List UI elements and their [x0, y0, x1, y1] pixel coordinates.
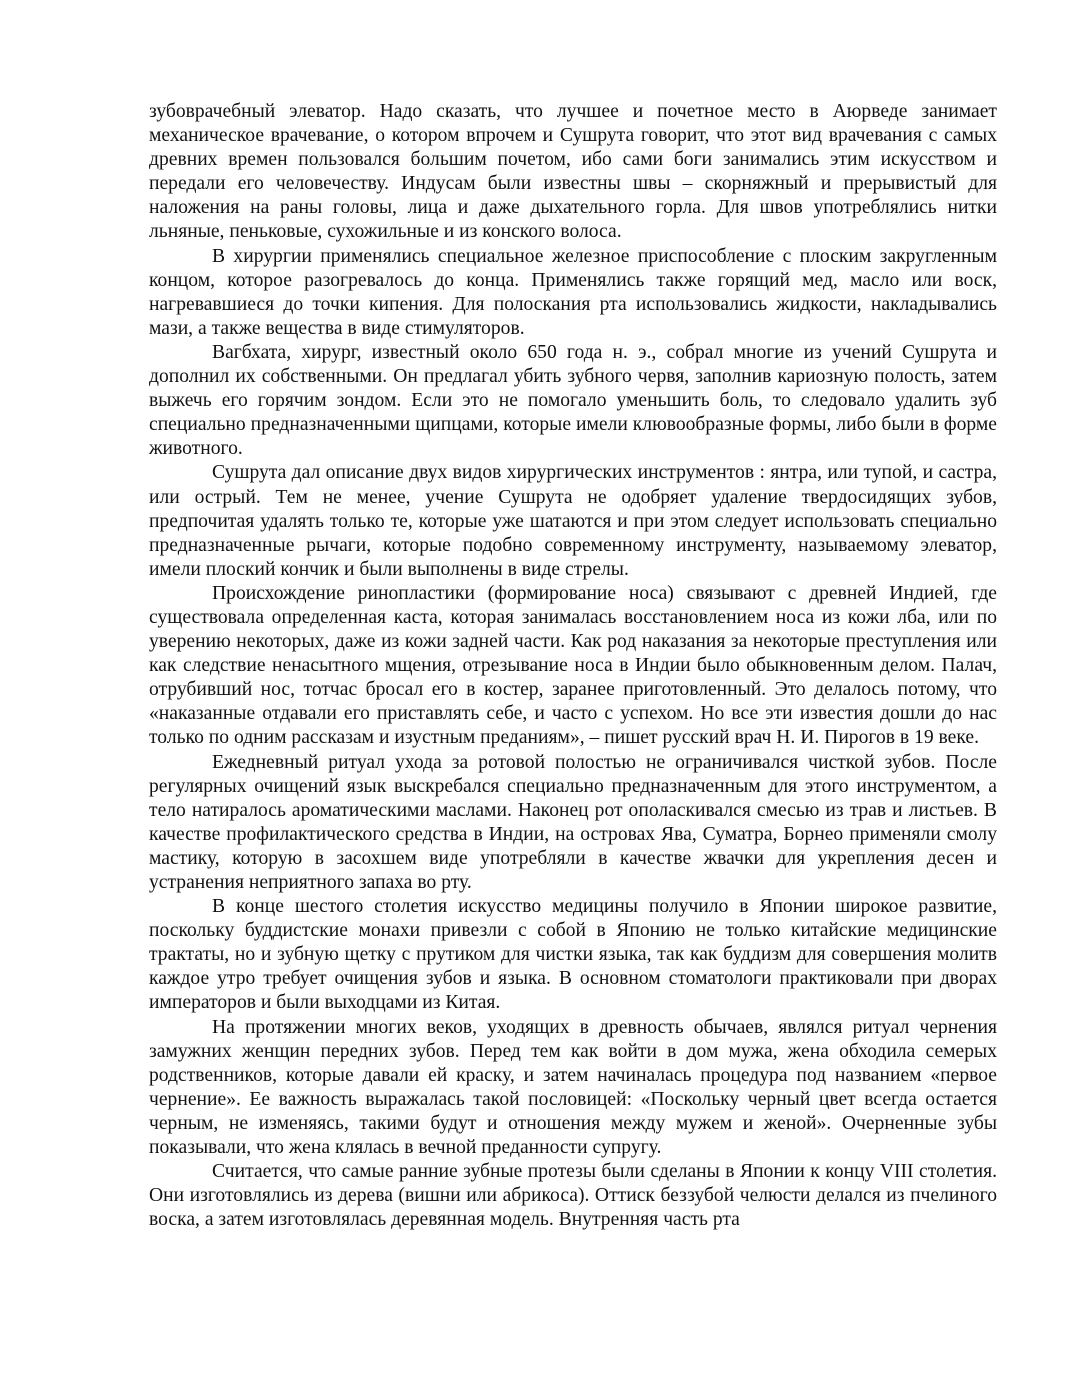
paragraph-8: На протяжении многих веков, уходящих в древность обычаев, являлся ритуал чернения замужних женщин передних зубов. Перед тем как войти в дом мужа, жена обходила семерых родственников, которые давали ей краску, и затем начиналась процедура под названием «первое чернение». Ее важность выражалась такой пословицей: «Поскольку черный цвет всегда остается черным, не изменяясь, такими будут и отношения между мужем и женой». Очерненные зубы показывали, что жена клялась в вечной преданности супругу.	[149, 1016, 997, 1159]
paragraph-2: В хирургии применялись специальное железное приспособление с плоским закругленным концом, которое разогревалось до конца. Применялись также горящий мед, масло или воск, нагревавшиеся до точки кипения. Для полоскания рта использовались жидкости, накладывались мази, а также вещества в виде стимуляторов.	[149, 245, 997, 339]
paragraph-4: Сушрута дал описание двух видов хирургических инструментов : янтра, или тупой, и састра, или острый. Тем не менее, учение Сушрута не одобряет удаление твердосидящих зубов, предпочитая удалять только те, которые уже шатаются и при этом следует использовать специально предназначенные рычаги, которые подобно современному инструменту, называемому элеватор, имели плоский кончик и были выполнены в виде стрелы.	[149, 462, 997, 580]
paragraph-1: зубоврачебный элеватор. Надо сказать, что лучшее и почетное место в Аюрведе занимает механическое врачевание, о котором впрочем и Сушрута говорит, что этот вид врачевания с самых древних времен пользовался большим почетом, ибо сами боги занимались этим искусством и передали его человечеству. Индусам были известны швы – скорняжный и прерывистый для наложения на раны головы, лица и даже дыхательного горла. Для швов употреблялись нитки льняные, пеньковые, сухожильные и из конского волоса.	[149, 101, 997, 243]
paragraph-7: В конце шестого столетия искусство медицины получило в Японии широкое развитие, поскольку буддистские монахи привезли с собой в Японию не только китайские медицинские трактаты, но и зубную щетку с прутиком для чистки языка, так как буддизм для совершения молитв каждое утро требует очищения зубов и языка. В основном стоматологи практиковали при дворах императоров и были выходцами из Китая.	[149, 896, 997, 1014]
paragraph-5: Происхождение ринопластики (формирование носа) связывают с древней Индией, где существовала определенная каста, которая занималась восстановлением носа из кожи лба, или по уверению некоторых, даже из кожи задней части. Как род наказания за некоторые преступления или как следствие ненасытного мщения, отрезывание носа в Индии было обыкновенным делом. Палач, отрубивший нос, тотчас бросал его в костер, заранее приготовленный. Это делалось потому, что «наказанные отдавали его приставлять себе, и часто с успехом. Но все эти известия дошли до нас только по одним рассказам и изустным преданиям», – пишет русский врач Н. И. Пирогов в 19 веке.	[149, 582, 997, 749]
paragraph-9: Считается, что самые ранние зубные протезы были сделаны в Японии к концу VIII столетия. Они изготовлялись из дерева (вишни или абрикоса). Оттиск беззубой челюсти делался из пчелиного воска, а затем изготовлялась деревянная модель. Внутренняя часть рта	[149, 1161, 997, 1231]
document-page	[149, 100, 997, 1232]
paragraph-3: Вагбхата, хирург, известный около 650 года н. э., собрал многие из учений Сушрута и дополнил их собственными. Он предлагал убить зубного червя, заполнив кариозную полость, затем выжечь его горячим зондом. Если это не помогало уменьшить боль, то следовало удалить зуб специально предназначенными щипцами, которые имели клювообразные формы, либо были в форме животного.	[149, 341, 997, 460]
paragraph-6: Ежедневный ритуал ухода за ротовой полостью не ограничивался чисткой зубов. После регулярных очищений язык выскребался специально предназначенным для этого инструментом, а тело натиралось ароматическими маслами. Наконец рот ополаскивался смесью из трав и листьев. В качестве профилактического средства в Индии, на островах Ява, Суматра, Борнео применяли смолу мастику, которую в засохшем виде употребляли в качестве жвачки для укрепления десен и устранения неприятного запаха во рту.	[149, 751, 997, 893]
